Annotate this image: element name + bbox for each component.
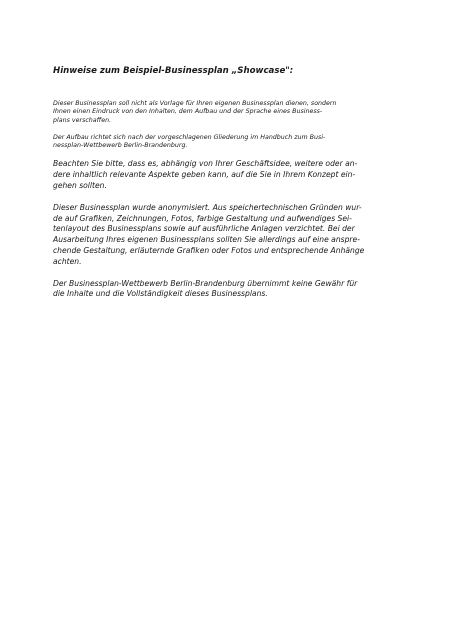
paragraph-anonymized: Dieser Businessplan wurde anonymisiert. Aus speichertechnischen Gründen wur- de auf Grafiken, Zeichnungen, Fotos, farbige Gestaltung und aufwendiges Sei- tenlayout des Businessplans sowie auf ausführliche Anlagen verzichtet. Bei der Ausarbeitung Ihres eigenen Businessplans sollten Sie allerdings auf eine anspre- chende Gestaltung, erläuternde Grafiken oder Fotos und entsprechende Anhänge achten. <box>53 202 365 266</box>
paragraph-purpose: Dieser Businessplan soll nicht als Vorlage für Ihren eigenen Businessplan dienen, sondern Ihnen einen Eindruck von den Inhalten, dem Aufbau und der Sprache eines Business- plans verschaffen. <box>53 100 337 124</box>
document-heading: Hinweise zum Beispiel-Businessplan „Showcase": <box>53 66 294 76</box>
document-body <box>53 66 403 300</box>
paragraph-structure: Der Aufbau richtet sich nach der vorgeschlagenen Gliederung im Handbuch zum Busi- nessplan-Wettbewerb Berlin-Brandenburg. <box>53 133 326 150</box>
paragraph-notice: Beachten Sie bitte, dass es, abhängig von Ihrer Geschäftsidee, weitere oder an- dere inhaltlich relevante Aspekte geben kann, auf die Sie in Ihrem Konzept ein- gehen sollten. <box>53 159 358 191</box>
paragraph-disclaimer: Der Businessplan-Wettbewerb Berlin-Brandenburg übernimmt keine Gewähr für die Inhalte und die Vollständigkeit dieses Businessplans. <box>53 278 358 299</box>
